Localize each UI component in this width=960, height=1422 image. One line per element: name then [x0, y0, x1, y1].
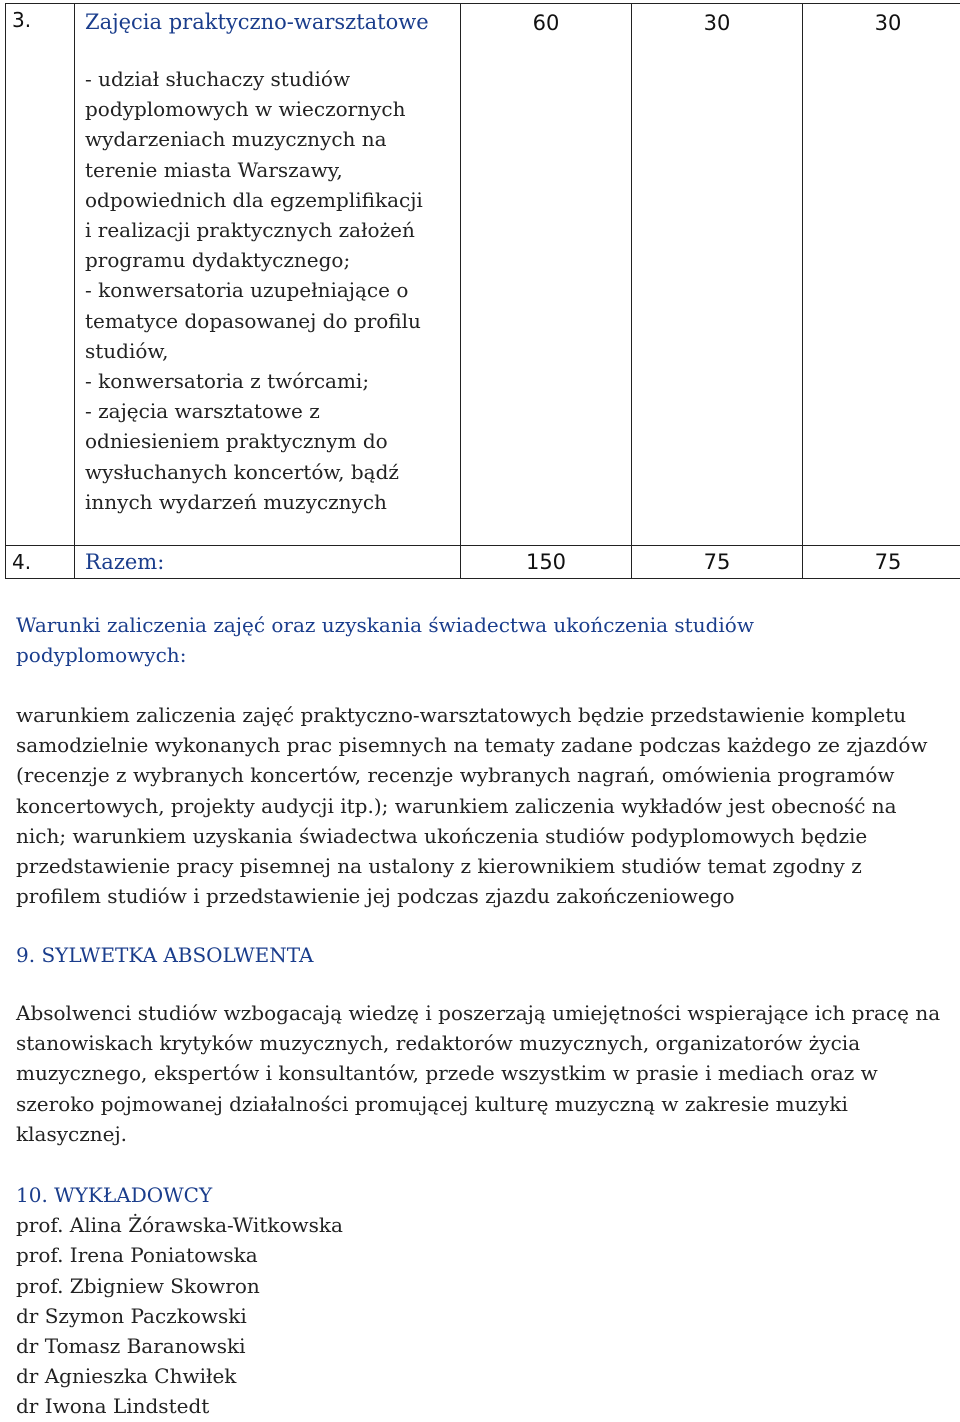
hours-semester-2: 30 — [803, 4, 960, 546]
description-line: innych wydarzeń muzycznych — [85, 487, 460, 517]
conditions-line: samodzielnie wykonanych prac pisemnych na tematy zadane podczas każdego ze zjazdów — [16, 730, 946, 760]
lecturers-section — [16, 1180, 946, 1422]
subject-title: Zajęcia praktyczno-warsztatowe — [85, 10, 460, 34]
conditions-heading: Warunki zaliczenia zajęć oraz uzyskania świadectwa ukończenia studiów — [16, 610, 946, 640]
conditions-line: przedstawienie pracy pisemnej na ustalony z kierownikiem studiów temat zgodny z — [16, 851, 946, 881]
row-number: 3. — [6, 4, 75, 546]
row-subject — [75, 546, 461, 579]
graduate-body — [16, 998, 946, 1149]
description-line: - udział słuchaczy studiów — [85, 64, 460, 94]
row-number: 4. — [6, 546, 75, 579]
description-line: terenie miasta Warszawy, — [85, 155, 460, 185]
total-hours: 150 — [461, 546, 632, 579]
table-row — [6, 4, 960, 546]
lecturer-name: prof. Alina Żórawska-Witkowska — [16, 1210, 946, 1240]
graduate-line: muzycznego, ekspertów i konsultantów, przede wszystkim w prasie i mediach oraz w — [16, 1058, 946, 1088]
graduate-line: klasycznej. — [16, 1119, 946, 1149]
lecturer-name: dr Szymon Paczkowski — [16, 1301, 946, 1331]
conditions-line: koncertowych, projekty audycji itp.); warunkiem zaliczenia wykładów jest obecność na — [16, 791, 946, 821]
description-line: tematyce dopasowanej do profilu — [85, 306, 460, 336]
conditions-line: warunkiem zaliczenia zajęć praktyczno-warsztatowych będzie przedstawienie kompletu — [16, 700, 946, 730]
description-line: odniesieniem praktycznym do — [85, 426, 460, 456]
lecturer-name: dr Tomasz Baranowski — [16, 1331, 946, 1361]
graduate-line: Absolwenci studiów wzbogacają wiedzę i poszerzają umiejętności wspierające ich pracę na — [16, 998, 946, 1028]
total-semester-1: 75 — [632, 546, 803, 579]
description-line: - konwersatoria z twórcami; — [85, 366, 460, 396]
study-plan-table — [5, 3, 960, 579]
subject-description — [85, 64, 460, 517]
graduate-line: stanowiskach krytyków muzycznych, redaktorów muzycznych, organizatorów życia — [16, 1028, 946, 1058]
conditions-section — [16, 610, 946, 670]
total-label: Razem: — [85, 550, 460, 574]
conditions-line: profilem studiów i przedstawienie jej podczas zjazdu zakończeniowego — [16, 881, 946, 911]
description-line: - konwersatoria uzupełniające o — [85, 275, 460, 305]
description-line: programu dydaktycznego; — [85, 245, 460, 275]
description-line: podyplomowych w wieczornych — [85, 94, 460, 124]
description-line: - zajęcia warsztatowe z — [85, 396, 460, 426]
lecturer-name: prof. Irena Poniatowska — [16, 1240, 946, 1270]
hours-semester-1: 30 — [632, 4, 803, 546]
total-semester-2: 75 — [803, 546, 960, 579]
description-line: odpowiednich dla egzemplifikacji — [85, 185, 460, 215]
conditions-body — [16, 700, 946, 911]
description-line: studiów, — [85, 336, 460, 366]
graduate-section — [16, 940, 946, 970]
hours-total: 60 — [461, 4, 632, 546]
description-line: i realizacji praktycznych założeń — [85, 215, 460, 245]
conditions-heading: podyplomowych: — [16, 640, 946, 670]
conditions-line: (recenzje z wybranych koncertów, recenzje wybranych nagrań, omówienia programów — [16, 760, 946, 790]
conditions-line: nich; warunkiem uzyskania świadectwa ukończenia studiów podyplomowych będzie — [16, 821, 946, 851]
lecturers-heading: 10. WYKŁADOWCY — [16, 1180, 946, 1210]
lecturer-name: dr Iwona Lindstedt — [16, 1391, 946, 1421]
row-subject — [75, 4, 461, 546]
lecturer-name: prof. Zbigniew Skowron — [16, 1271, 946, 1301]
description-line: wydarzeniach muzycznych na — [85, 124, 460, 154]
lecturer-name: dr Agnieszka Chwiłek — [16, 1361, 946, 1391]
graduate-line: szeroko pojmowanej działalności promującej kulturę muzyczną w zakresie muzyki — [16, 1089, 946, 1119]
description-line: wysłuchanych koncertów, bądź — [85, 457, 460, 487]
table-row-total — [6, 546, 960, 579]
graduate-heading: 9. SYLWETKA ABSOLWENTA — [16, 940, 946, 970]
